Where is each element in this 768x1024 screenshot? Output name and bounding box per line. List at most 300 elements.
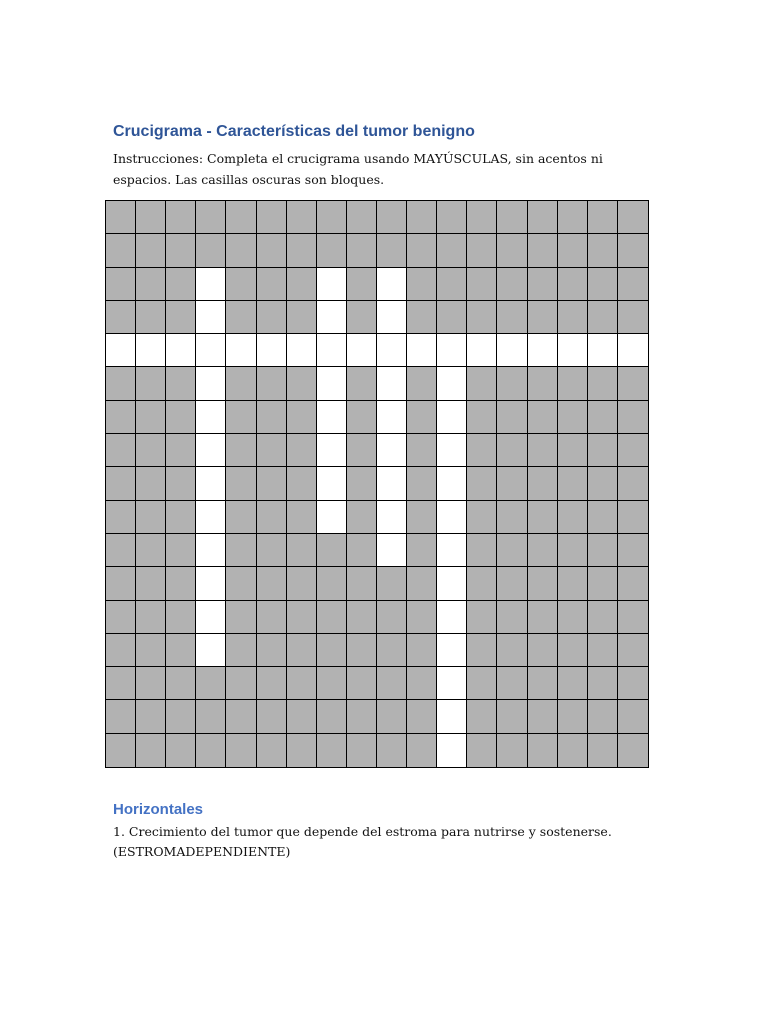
crossword-block [407, 700, 437, 733]
crossword-block [467, 567, 497, 600]
crossword-block [317, 734, 347, 767]
crossword-block [467, 301, 497, 334]
crossword-block [588, 467, 618, 500]
crossword-cell[interactable] [437, 634, 467, 667]
crossword-block [166, 601, 196, 634]
crossword-block [588, 734, 618, 767]
crossword-block [618, 567, 648, 600]
crossword-block [166, 667, 196, 700]
crossword-block [497, 634, 527, 667]
crossword-block [106, 367, 136, 400]
crossword-block [196, 201, 226, 234]
crossword-cell[interactable] [136, 334, 166, 367]
crossword-block [136, 467, 166, 500]
crossword-block [106, 467, 136, 500]
crossword-cell[interactable] [257, 334, 287, 367]
crossword-block [528, 601, 558, 634]
crossword-block [196, 667, 226, 700]
crossword-block [287, 301, 317, 334]
crossword-block [528, 667, 558, 700]
crossword-block [257, 734, 287, 767]
crossword-block [166, 467, 196, 500]
crossword-block [226, 634, 256, 667]
crossword-block [558, 401, 588, 434]
crossword-block [166, 700, 196, 733]
crossword-cell[interactable] [347, 334, 377, 367]
crossword-block [407, 301, 437, 334]
crossword-block [618, 634, 648, 667]
crossword-block [497, 700, 527, 733]
crossword-cell[interactable] [377, 467, 407, 500]
crossword-cell[interactable] [196, 434, 226, 467]
crossword-block [287, 268, 317, 301]
crossword-block [257, 501, 287, 534]
crossword-block [317, 634, 347, 667]
crossword-cell[interactable] [407, 334, 437, 367]
crossword-block [407, 201, 437, 234]
crossword-cell[interactable] [437, 734, 467, 767]
crossword-block [257, 534, 287, 567]
crossword-block [287, 567, 317, 600]
crossword-block [497, 401, 527, 434]
crossword-block [558, 434, 588, 467]
crossword-cell[interactable] [166, 334, 196, 367]
crossword-block [528, 234, 558, 267]
crossword-cell[interactable] [497, 334, 527, 367]
crossword-block [106, 401, 136, 434]
crossword-block [618, 467, 648, 500]
crossword-block [287, 201, 317, 234]
crossword-cell[interactable] [196, 501, 226, 534]
crossword-cell[interactable] [377, 534, 407, 567]
crossword-block [347, 367, 377, 400]
crossword-block [287, 534, 317, 567]
crossword-block [497, 201, 527, 234]
crossword-block [497, 268, 527, 301]
crossword-block [136, 567, 166, 600]
crossword-block [618, 268, 648, 301]
crossword-cell[interactable] [437, 667, 467, 700]
crossword-block [347, 534, 377, 567]
crossword-block [166, 268, 196, 301]
crossword-block [347, 268, 377, 301]
crossword-block [317, 234, 347, 267]
crossword-cell[interactable] [437, 501, 467, 534]
crossword-block [528, 201, 558, 234]
crossword-block [347, 501, 377, 534]
crossword-block [618, 501, 648, 534]
crossword-block [136, 367, 166, 400]
crossword-cell[interactable] [437, 434, 467, 467]
crossword-block [166, 734, 196, 767]
crossword-block [287, 467, 317, 500]
crossword-block [437, 301, 467, 334]
crossword-cell[interactable] [317, 367, 347, 400]
crossword-block [317, 567, 347, 600]
crossword-cell[interactable] [317, 268, 347, 301]
crossword-block [528, 534, 558, 567]
crossword-block [497, 434, 527, 467]
crossword-block [407, 567, 437, 600]
crossword-block [407, 401, 437, 434]
crossword-cell[interactable] [437, 534, 467, 567]
crossword-block [106, 301, 136, 334]
crossword-block [558, 467, 588, 500]
crossword-cell[interactable] [377, 334, 407, 367]
crossword-block [347, 434, 377, 467]
crossword-block [467, 234, 497, 267]
crossword-block [226, 534, 256, 567]
crossword-cell[interactable] [196, 334, 226, 367]
crossword-block [588, 567, 618, 600]
crossword-block [558, 700, 588, 733]
crossword-block [618, 734, 648, 767]
crossword-block [196, 234, 226, 267]
crossword-block [467, 601, 497, 634]
crossword-cell[interactable] [226, 334, 256, 367]
crossword-block [166, 301, 196, 334]
crossword-block [226, 301, 256, 334]
crossword-block [226, 601, 256, 634]
crossword-block [257, 434, 287, 467]
crossword-cell[interactable] [196, 367, 226, 400]
crossword-block [407, 367, 437, 400]
crossword-block [558, 534, 588, 567]
crossword-block [588, 301, 618, 334]
crossword-block [226, 467, 256, 500]
crossword-block [497, 234, 527, 267]
crossword-block [226, 567, 256, 600]
crossword-block [317, 700, 347, 733]
crossword-block [407, 534, 437, 567]
crossword-block [287, 434, 317, 467]
crossword-block [407, 434, 437, 467]
crossword-cell[interactable] [317, 301, 347, 334]
crossword-block [257, 667, 287, 700]
crossword-cell[interactable] [196, 567, 226, 600]
crossword-block [558, 367, 588, 400]
crossword-block [528, 268, 558, 301]
crossword-cell[interactable] [317, 501, 347, 534]
crossword-cell[interactable] [196, 467, 226, 500]
crossword-block [618, 367, 648, 400]
crossword-block [347, 567, 377, 600]
crossword-block [106, 601, 136, 634]
crossword-cell[interactable] [196, 401, 226, 434]
crossword-block [588, 700, 618, 733]
crossword-block [618, 234, 648, 267]
crossword-block [528, 700, 558, 733]
crossword-block [257, 268, 287, 301]
crossword-block [588, 367, 618, 400]
crossword-cell[interactable] [377, 301, 407, 334]
crossword-block [618, 401, 648, 434]
crossword-block [588, 434, 618, 467]
crossword-block [136, 634, 166, 667]
crossword-block [407, 601, 437, 634]
crossword-block [257, 367, 287, 400]
crossword-block [437, 234, 467, 267]
crossword-block [136, 268, 166, 301]
crossword-block [347, 734, 377, 767]
crossword-cell[interactable] [467, 334, 497, 367]
crossword-block [106, 201, 136, 234]
crossword-cell[interactable] [618, 334, 648, 367]
crossword-block [136, 534, 166, 567]
crossword-block [467, 534, 497, 567]
crossword-block [467, 634, 497, 667]
crossword-block [497, 567, 527, 600]
crossword-block [618, 700, 648, 733]
crossword-cell[interactable] [437, 567, 467, 600]
crossword-block [588, 634, 618, 667]
crossword-block [106, 501, 136, 534]
crossword-block [257, 567, 287, 600]
crossword-block [558, 234, 588, 267]
crossword-block [106, 667, 136, 700]
crossword-block [618, 434, 648, 467]
crossword-cell[interactable] [528, 334, 558, 367]
crossword-block [467, 434, 497, 467]
crossword-cell[interactable] [437, 700, 467, 733]
crossword-cell[interactable] [196, 634, 226, 667]
crossword-block [287, 667, 317, 700]
crossword-block [377, 700, 407, 733]
crossword-block [558, 268, 588, 301]
crossword-block [166, 201, 196, 234]
crossword-block [347, 401, 377, 434]
clue-horizontal-1: 1. Crecimiento del tumor que depende del estroma para nutrirse y sostenerse. (ESTROMADEPENDIENTE) [113, 824, 612, 859]
crossword-block [467, 667, 497, 700]
crossword-block [136, 734, 166, 767]
crossword-block [257, 700, 287, 733]
crossword-block [528, 467, 558, 500]
crossword-cell[interactable] [377, 434, 407, 467]
crossword-block [317, 201, 347, 234]
crossword-block [166, 434, 196, 467]
crossword-cell[interactable] [377, 268, 407, 301]
crossword-block [588, 268, 618, 301]
crossword-block [528, 501, 558, 534]
crossword-block [287, 367, 317, 400]
crossword-block [347, 700, 377, 733]
crossword-block [136, 667, 166, 700]
crossword-block [528, 301, 558, 334]
crossword-block [497, 667, 527, 700]
crossword-cell[interactable] [317, 467, 347, 500]
crossword-block [226, 700, 256, 733]
crossword-block [528, 367, 558, 400]
crossword-block [347, 667, 377, 700]
crossword-block [377, 201, 407, 234]
crossword-block [497, 301, 527, 334]
crossword-block [497, 534, 527, 567]
document-title: Crucigrama - Características del tumor benigno [113, 123, 475, 140]
crossword-cell[interactable] [196, 268, 226, 301]
crossword-block [497, 734, 527, 767]
crossword-cell[interactable] [437, 401, 467, 434]
crossword-block [528, 634, 558, 667]
crossword-block [257, 634, 287, 667]
crossword-block [106, 434, 136, 467]
crossword-block [166, 534, 196, 567]
crossword-block [347, 467, 377, 500]
crossword-block [287, 501, 317, 534]
crossword-block [588, 501, 618, 534]
crossword-block [497, 501, 527, 534]
crossword-cell[interactable] [588, 334, 618, 367]
crossword-block [226, 367, 256, 400]
crossword-cell[interactable] [437, 367, 467, 400]
crossword-block [618, 201, 648, 234]
crossword-block [257, 234, 287, 267]
crossword-block [377, 634, 407, 667]
crossword-block [588, 201, 618, 234]
crossword-block [558, 501, 588, 534]
crossword-block [287, 401, 317, 434]
crossword-block [558, 301, 588, 334]
crossword-block [196, 700, 226, 733]
crossword-block [377, 734, 407, 767]
crossword-block [467, 700, 497, 733]
crossword-block [226, 667, 256, 700]
crossword-block [226, 234, 256, 267]
crossword-cell[interactable] [287, 334, 317, 367]
crossword-block [287, 734, 317, 767]
crossword-block [136, 501, 166, 534]
crossword-block [588, 401, 618, 434]
crossword-block [407, 734, 437, 767]
crossword-block [226, 268, 256, 301]
crossword-block [407, 467, 437, 500]
crossword-block [257, 201, 287, 234]
crossword-block [528, 434, 558, 467]
crossword-cell[interactable] [106, 334, 136, 367]
crossword-block [166, 401, 196, 434]
crossword-cell[interactable] [196, 601, 226, 634]
crossword-cell[interactable] [377, 367, 407, 400]
crossword-cell[interactable] [377, 501, 407, 534]
crossword-cell[interactable] [317, 334, 347, 367]
crossword-block [528, 567, 558, 600]
crossword-block [558, 601, 588, 634]
crossword-block [136, 601, 166, 634]
crossword-block [347, 601, 377, 634]
crossword-block [467, 367, 497, 400]
crossword-block [226, 501, 256, 534]
crossword-cell[interactable] [377, 401, 407, 434]
crossword-block [407, 234, 437, 267]
crossword-block [407, 667, 437, 700]
crossword-block [136, 201, 166, 234]
crossword-block [377, 667, 407, 700]
crossword-block [588, 534, 618, 567]
crossword-block [497, 467, 527, 500]
crossword-block [226, 734, 256, 767]
crossword-block [377, 234, 407, 267]
crossword-block [618, 301, 648, 334]
crossword-block [467, 401, 497, 434]
crossword-cell[interactable] [437, 601, 467, 634]
crossword-block [317, 534, 347, 567]
crossword-block [106, 734, 136, 767]
crossword-block [618, 667, 648, 700]
crossword-cell[interactable] [558, 334, 588, 367]
crossword-block [347, 634, 377, 667]
crossword-block [588, 234, 618, 267]
crossword-block [166, 567, 196, 600]
crossword-block [528, 734, 558, 767]
crossword-block [467, 268, 497, 301]
crossword-block [166, 234, 196, 267]
crossword-cell[interactable] [437, 334, 467, 367]
crossword-block [588, 601, 618, 634]
crossword-block [257, 467, 287, 500]
crossword-block [558, 667, 588, 700]
crossword-block [558, 201, 588, 234]
crossword-cell[interactable] [437, 467, 467, 500]
crossword-block [558, 567, 588, 600]
crossword-block [287, 634, 317, 667]
crossword-block [257, 401, 287, 434]
crossword-cell[interactable] [196, 301, 226, 334]
crossword-block [257, 601, 287, 634]
crossword-cell[interactable] [317, 401, 347, 434]
crossword-block [106, 268, 136, 301]
crossword-block [467, 467, 497, 500]
crossword-block [136, 234, 166, 267]
crossword-block [497, 367, 527, 400]
crossword-block [558, 734, 588, 767]
crossword-block [317, 667, 347, 700]
crossword-cell[interactable] [317, 434, 347, 467]
crossword-block [106, 567, 136, 600]
crossword-block [106, 700, 136, 733]
crossword-grid [105, 200, 649, 768]
crossword-block [437, 201, 467, 234]
instructions-text: Instrucciones: Completa el crucigrama usando MAYÚSCULAS, sin acentos ni espacios. Las casillas oscuras son bloques. [113, 151, 603, 187]
crossword-block [467, 201, 497, 234]
crossword-block [467, 734, 497, 767]
crossword-block [106, 234, 136, 267]
crossword-block [287, 601, 317, 634]
crossword-block [106, 534, 136, 567]
crossword-block [136, 401, 166, 434]
crossword-block [558, 634, 588, 667]
crossword-block [257, 301, 287, 334]
crossword-block [618, 534, 648, 567]
crossword-block [226, 434, 256, 467]
crossword-block [136, 700, 166, 733]
crossword-block [407, 634, 437, 667]
horizontales-heading: Horizontales [113, 801, 204, 818]
crossword-block [377, 601, 407, 634]
crossword-block [497, 601, 527, 634]
crossword-block [437, 268, 467, 301]
crossword-block [407, 268, 437, 301]
crossword-block [166, 634, 196, 667]
crossword-block [377, 567, 407, 600]
crossword-cell[interactable] [196, 534, 226, 567]
crossword-block [106, 634, 136, 667]
crossword-block [317, 601, 347, 634]
crossword-block [347, 301, 377, 334]
crossword-block [226, 201, 256, 234]
crossword-block [347, 201, 377, 234]
crossword-block [196, 734, 226, 767]
crossword-block [136, 301, 166, 334]
crossword-block [226, 401, 256, 434]
